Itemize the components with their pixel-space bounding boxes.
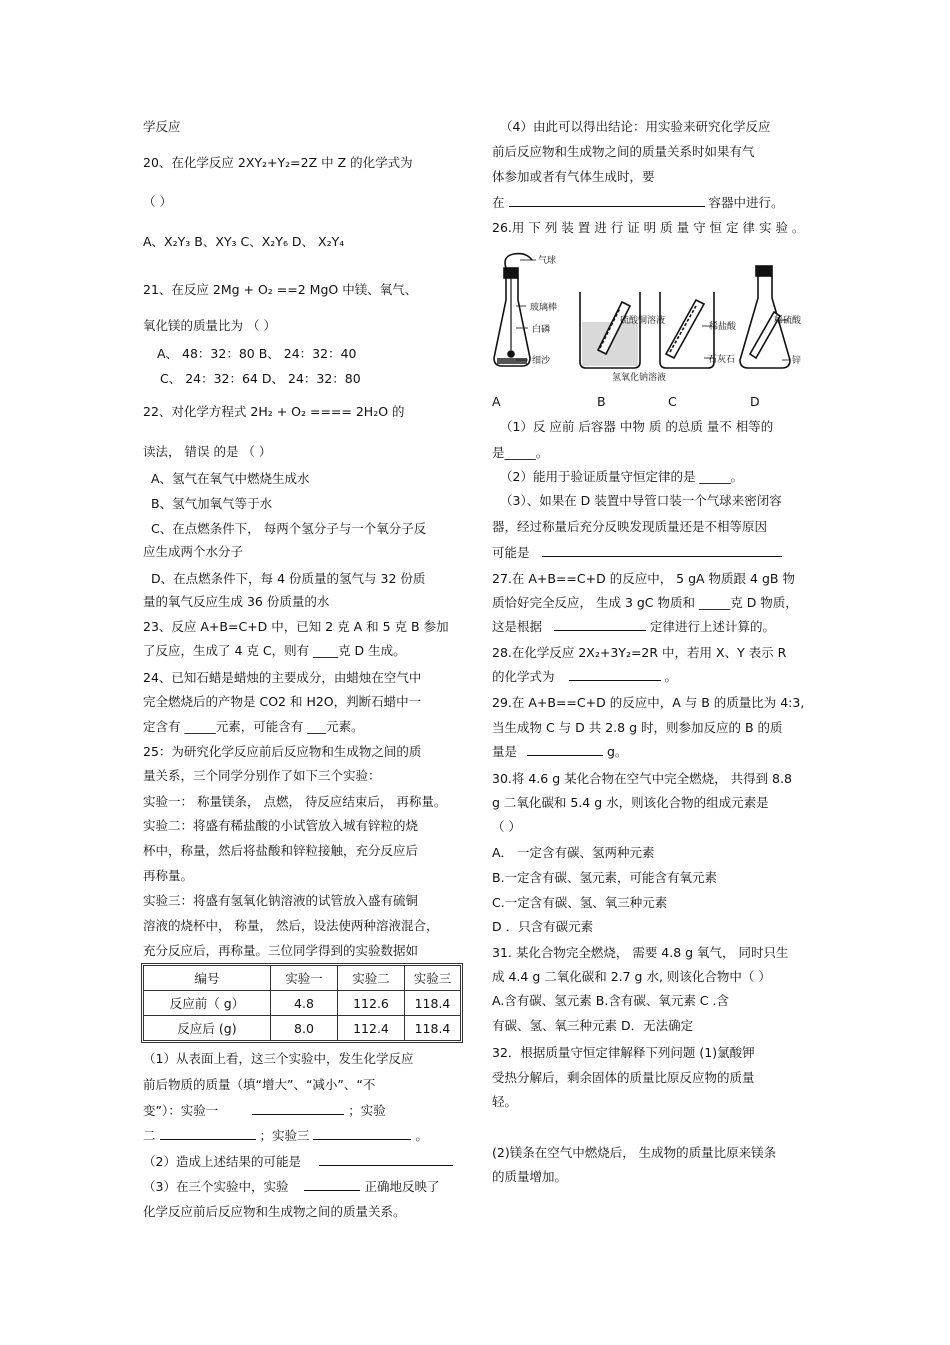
text-segment: 在	[492, 195, 505, 210]
question-30-option-b: B.一定含有碳、氢元素，可能含有氧元素	[492, 870, 718, 885]
experiment-2-line2: 杯中，称量，然后将盐酸和锌粒接触，充分反应后	[143, 843, 419, 858]
text-segment: 正确地反映了	[364, 1179, 440, 1194]
question-24: 24、已知石蜡是蜡烛的主要成分，由蜡烛在空气中	[143, 670, 422, 685]
question-22: 22、对化学方程式 2H₂ + O₂ ==== 2H₂O 的	[143, 404, 405, 419]
question-22-option-d-cont: 量的氧气反应生成 36 份质量的水	[143, 594, 330, 609]
question-23-line2: 了反应，生成了 4 克 C，则有 ____克 D 生成。	[143, 643, 406, 658]
apparatus-figure	[492, 250, 812, 390]
question-22-line2: 读法， 错误 的是 （ ）	[143, 444, 272, 459]
question-22-option-c-cont: 应生成两个水分子	[143, 544, 244, 559]
text-segment: 量是	[492, 744, 518, 759]
subquestion-3	[143, 1175, 439, 1200]
answer-blank[interactable]	[313, 1127, 411, 1140]
text-segment: 。	[664, 669, 677, 684]
figure-letter-c: C	[668, 394, 677, 409]
answer-blank[interactable]	[509, 194, 705, 207]
table-cell: 118.4	[405, 991, 461, 1016]
experiment-3-line2: 溶液的烧杯中， 称量， 然后，设法使两种溶液混合，	[143, 918, 439, 933]
question-26-3-line2: 器，经过称量后充分反映发现质量还是不相等原因	[492, 519, 768, 534]
figure-letter-a: A	[492, 394, 501, 409]
subquestion-4-line4	[492, 191, 784, 216]
table-header-cell: 实验三	[405, 966, 461, 991]
question-32-line3: 轻。	[492, 1094, 518, 1109]
question-26-1-line2: 是_____。	[492, 445, 549, 460]
figure-letter-b: B	[597, 394, 606, 409]
text-segment: ；实验	[348, 1103, 386, 1118]
text-segment: （3）在三个实验中，实验	[143, 1179, 289, 1194]
subquestion-4: （4）由此可以得出结论：用实验来研究化学反应	[500, 119, 771, 134]
experiment-3: 实验三：将盛有氢氧化钠溶液的试管放入盛有硫铜	[143, 893, 419, 908]
text-segment: 可能是	[492, 545, 530, 560]
subquestion-1: （1）从表面上看，这三个实验中，发生化学反应	[143, 1051, 414, 1066]
question-31-line3: A.含有碳、氢元素 B.含有碳、氧元素 C .含	[492, 993, 729, 1008]
table-header-row	[144, 966, 461, 991]
table-cell: 反应后 (g)	[144, 1016, 271, 1041]
table-cell: 112.4	[338, 1016, 405, 1041]
apparatus-c-labels	[708, 320, 737, 365]
question-30-line2: g 二氧化碳和 5.4 g 水，则该化合物的组成元素是	[492, 795, 769, 810]
answer-blank[interactable]	[252, 1102, 344, 1115]
question-20: 20、在化学反应 2XY₂+Y₂=2Z 中 Z 的化学式为	[143, 155, 413, 170]
label-glass-rod: 玻璃棒	[530, 303, 558, 313]
apparatus-b	[580, 292, 640, 368]
question-21: 21、在反应 2Mg + O₂ ==2 MgO 中镁、氧气、	[143, 282, 418, 297]
answer-blank[interactable]	[304, 1178, 360, 1191]
answer-blank[interactable]	[569, 668, 661, 681]
table-header-cell: 实验二	[338, 966, 405, 991]
question-22-option-b: B、氢气加氧气等于水	[151, 496, 273, 511]
question-22-option-a: A、氢气在氧气中燃烧生成水	[151, 471, 310, 486]
experiment-2-line3: 再称量。	[143, 868, 194, 883]
apparatus-d-labels	[774, 314, 802, 366]
table-header-cell: 实验一	[271, 966, 338, 991]
experiment-1: 实验一： 称量镁条， 点燃， 待反应结束后， 再称量。	[143, 794, 447, 809]
question-30-paren: （ ）	[492, 819, 521, 834]
question-31-line2: 成 4.4 g 二氧化碳和 2.7 g 水, 则该化合物中（ ）	[492, 969, 771, 984]
question-30-option-a: A． 一定含有碳、氢两种元素	[492, 845, 655, 860]
question-26: 26.用 下 列 装 置 进 行 证 明 质 量 守 恒 定 律 实 验 。	[492, 220, 805, 235]
text-segment: 这是根据	[492, 619, 543, 634]
text-segment: （2）造成上述结果的可能是	[143, 1154, 301, 1169]
subquestion-4-line3: 体参加或者有气体生成时，要	[492, 169, 655, 184]
text-segment: g。	[606, 744, 628, 759]
question-29: 29.在 A+B==C+D 的反应中，A 与 B 的质量比为 4:3,	[492, 695, 805, 710]
question-29-line3	[492, 740, 627, 765]
question-21-line2: 氧化镁的质量比为 （ ）	[143, 318, 276, 333]
figure-letter-d: D	[750, 394, 760, 409]
experiment-3-line3: 充分反应后，再称量。三位同学得到的实验数据如	[143, 943, 419, 958]
question-23: 23、反应 A+B=C+D 中，已知 2 克 A 和 5 克 B 参加	[143, 619, 449, 634]
apparatus-a-labels	[530, 254, 557, 366]
question-32: 32．根据质量守恒定律解释下列问题 (1)氯酸钾	[492, 1045, 755, 1060]
question-25: 25：为研究化学反应前后反应物和生成物之间的质	[143, 744, 422, 759]
label-h2so4: 稀硫酸	[774, 316, 802, 326]
subquestion-1-line3	[143, 1099, 386, 1124]
apparatus-c	[660, 292, 714, 368]
label-cuso4: 硫酸铜溶液	[620, 316, 666, 326]
answer-blank[interactable]	[160, 1127, 256, 1140]
question-30: 30.将 4.6 g 某化合物在空气中完全燃烧， 共得到 8.8	[492, 771, 792, 786]
table-row	[144, 991, 461, 1016]
question-31-line4: 有碳、氢、氧三种元素 D．无法确定	[492, 1018, 694, 1033]
question-26-1: （1）反 应前 后容器 中物 质 的总质 量不 相等的	[500, 419, 774, 434]
question-25-line2: 量关系，三个同学分别作了如下三个实验：	[143, 768, 381, 783]
experiment-2: 实验二：将盛有稀盐酸的小试管放入城有锌粒的烧	[143, 818, 419, 833]
table-cell: 112.6	[338, 991, 405, 1016]
table-row	[144, 1016, 461, 1041]
balloon-icon	[505, 254, 532, 268]
question-24-line3: 定含有 _____元素，可能含有 ___元素。	[143, 719, 364, 734]
subquestion-2	[143, 1150, 453, 1175]
question-27-line2: 质恰好完全反应， 生成 3 gC 物质和 _____克 D 物质，	[492, 595, 798, 610]
subquestion-1-line2: 前后物质的质量（填“增大”、“减小”、“不	[143, 1077, 376, 1092]
text-segment: 定律进行上述计算的。	[649, 619, 775, 634]
text-segment: 容器中进行。	[708, 195, 784, 210]
question-27: 27.在 A+B==C+D 的反应中， 5 gA 物质跟 4 gB 物	[492, 571, 795, 586]
table-cell: 118.4	[405, 1016, 461, 1041]
question-28-line2	[492, 665, 677, 690]
question-28: 28.在化学反应 2X₂+3Y₂=2R 中，若用 X、Y 表示 R	[492, 645, 787, 660]
text-segment: 变”）：实验一	[143, 1103, 219, 1118]
label-caco3: 石灰石	[708, 355, 736, 365]
label-hcl: 稀盐酸	[709, 322, 737, 332]
label-naoh: 氢氧化钠溶液	[612, 373, 667, 383]
question-22-option-c: C、在点燃条件下， 每两个氢分子与一个氧分子反	[151, 521, 427, 536]
question-21-options-cd: C、 24：32：64 D、 24：32：80	[160, 371, 361, 386]
label-zn: 锌	[792, 356, 802, 366]
text-segment: 二	[143, 1128, 156, 1143]
question-21-options-ab: A、 48：32：80 B、 24：32：40	[157, 346, 357, 361]
question-24-line2: 完全燃烧后的产物是 CO2 和 H2O，判断石蜡中一	[143, 694, 422, 709]
text-line: 学反应	[143, 119, 181, 134]
table-cell: 反应前（ g）	[144, 991, 271, 1016]
subquestion-4-line2: 前后反应物和生成物之间的质量关系时如果有气	[492, 144, 755, 159]
label-sand: 细沙	[532, 356, 551, 366]
answer-blank[interactable]	[542, 544, 782, 557]
table-cell: 4.8	[271, 991, 338, 1016]
question-30-option-d: D ．只含有碳元素	[492, 919, 594, 934]
answer-blank[interactable]	[319, 1153, 453, 1166]
question-26-2: （2）能用于验证质量守恒定律的是 _____。	[500, 469, 744, 484]
question-29-line2: 当生成物 C 与 D 共 2.8 g 时，则参加反应的 B 的质	[492, 720, 783, 735]
question-26-3: （3）、如果在 D 装置中导管口装一个气球来密闭容	[500, 493, 782, 508]
question-27-line3	[492, 615, 775, 640]
question-20-options: A、X₂Y₃ B、XY₃ C、X₂Y₆ D、 X₂Y₄	[143, 234, 345, 249]
table-header-cell: 编号	[144, 966, 271, 991]
table-cell: 8.0	[271, 1016, 338, 1041]
label-white-p: 白磷	[532, 325, 551, 335]
question-32-part2-line2: 的质量增加。	[492, 1169, 568, 1184]
text-segment: ；实验三	[259, 1128, 310, 1143]
experiment-data-table	[143, 965, 461, 1041]
subquestion-3-line2: 化学反应前后反应物和生成物之间的质量关系。	[143, 1204, 406, 1219]
label-balloon: 气球	[538, 256, 557, 266]
text-segment: 的化学式为	[492, 669, 555, 684]
question-32-line2: 受热分解后，剩余固体的质量比原反应物的质量	[492, 1070, 755, 1085]
question-32-part2: (2)镁条在空气中燃烧后， 生成物的质量比原来镁条	[492, 1145, 777, 1160]
question-30-option-c: C.一定含有碳、氢、氧三种元素	[492, 895, 668, 910]
subquestion-1-line4	[143, 1124, 428, 1149]
text-segment: 。	[415, 1128, 428, 1143]
question-20-paren: （ ）	[143, 194, 172, 209]
answer-blank[interactable]	[527, 743, 603, 756]
question-22-option-d: D、在点燃条件下，每 4 份质量的氢气与 32 份质	[151, 571, 426, 586]
question-26-3-line3	[492, 541, 782, 566]
answer-blank[interactable]	[554, 618, 646, 631]
question-31: 31. 某化合物完全燃烧， 需要 4.8 g 氧气， 同时只生	[492, 945, 789, 960]
